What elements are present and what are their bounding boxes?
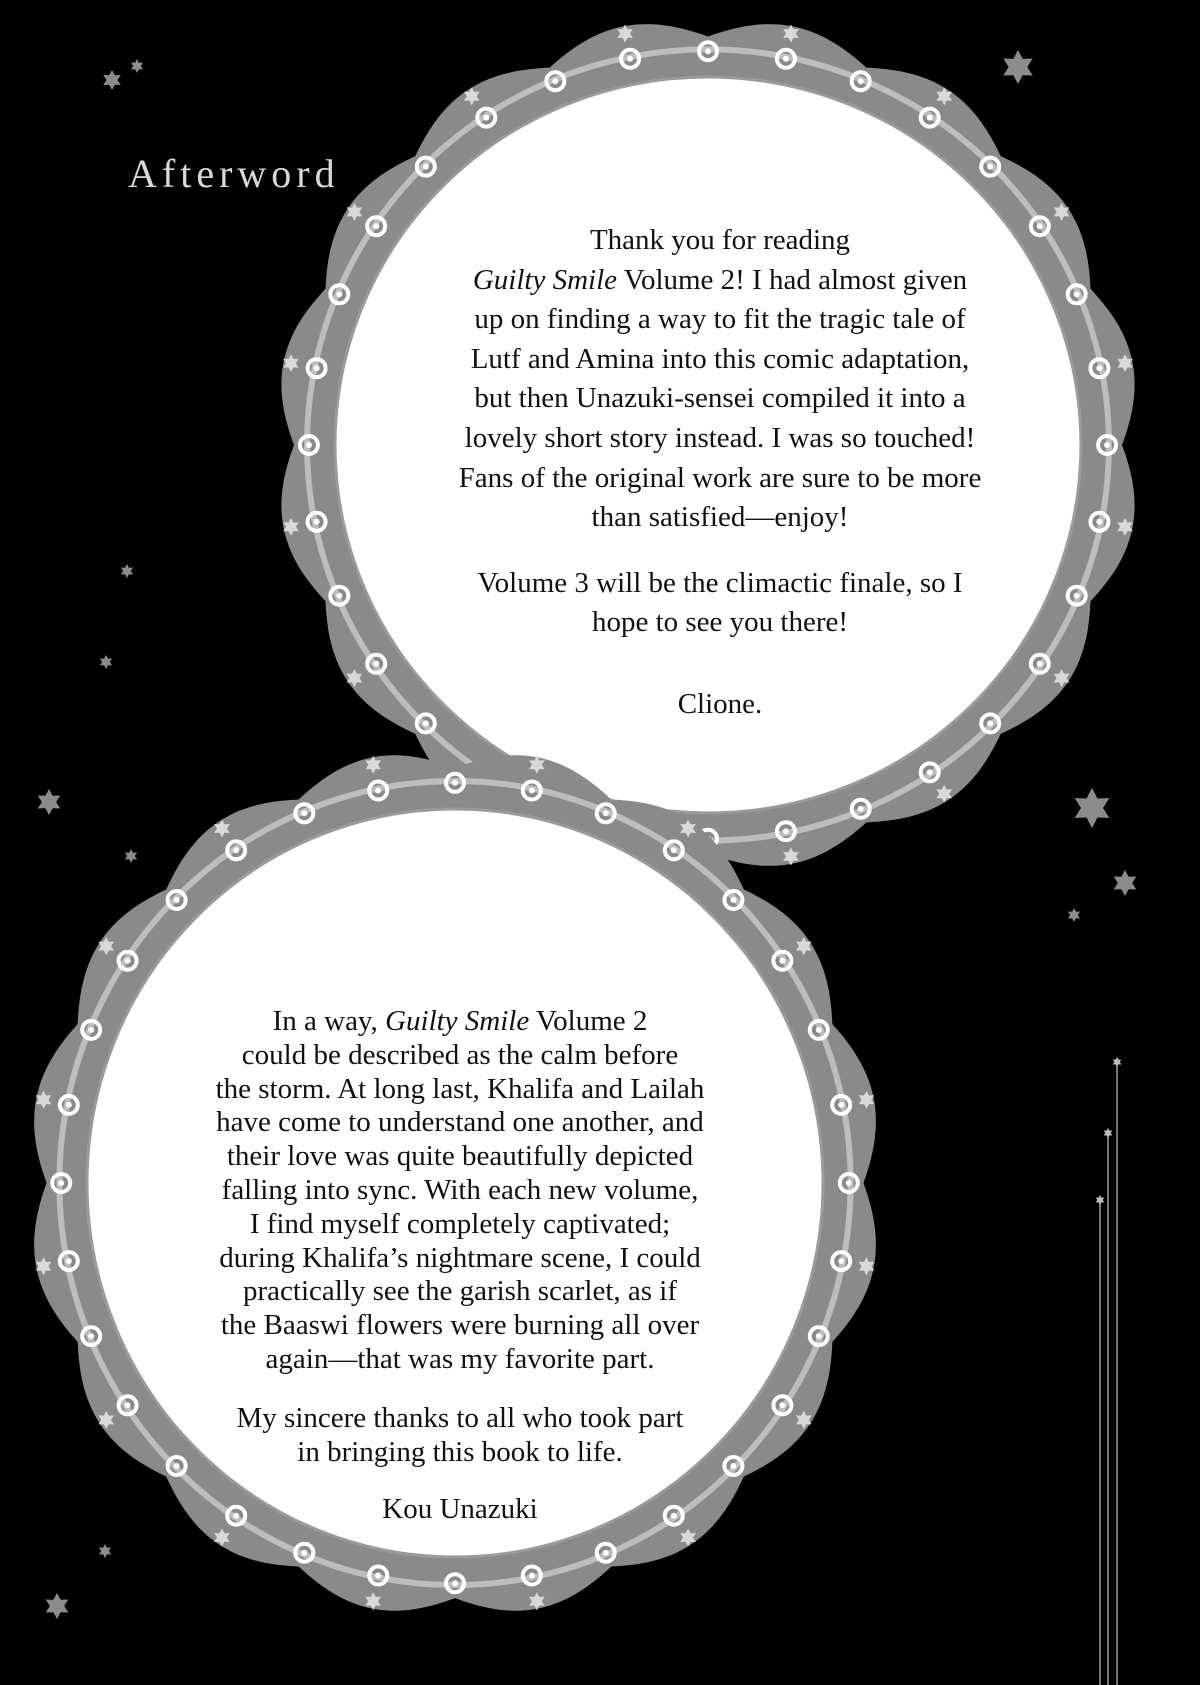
- star-icon: [1114, 870, 1137, 896]
- note-line: practically see the garish scarlet, as if: [243, 1275, 677, 1308]
- star-icon: [121, 564, 133, 578]
- star-icon: [125, 849, 137, 863]
- page-title: Afterword: [128, 151, 340, 196]
- note-line: lovely short story instead. I was so touched!: [464, 421, 976, 454]
- star-icon: [46, 1593, 69, 1619]
- star-icon: [1003, 50, 1032, 84]
- note-line: I find myself completely captivated;: [249, 1207, 671, 1240]
- signature-kou-unazuki: Kou Unazuki: [382, 1493, 538, 1526]
- note-line: hope to see you there!: [591, 606, 849, 639]
- note-line: but then Unazuki-sensei compiled it into a: [474, 382, 966, 415]
- note-line: in bringing this book to life.: [297, 1435, 623, 1468]
- signature-clione: Clione.: [677, 687, 763, 720]
- star-icon: [1104, 1128, 1113, 1138]
- note-line: their love was quite beautifully depicted: [226, 1140, 694, 1173]
- note-line: My sincere thanks to all who took part: [236, 1401, 684, 1434]
- note-line: the storm. At long last, Khalifa and Lailah: [215, 1072, 705, 1105]
- afterword-note-clione: [395, 221, 1045, 725]
- star-icon: [38, 789, 61, 815]
- note-line: up on finding a way to fit the tragic tale of: [474, 303, 966, 336]
- star-icon: [1068, 908, 1080, 922]
- afterword-note-kou-unazuki: [140, 1005, 780, 1527]
- note-line: again—that was my favorite part.: [265, 1342, 655, 1375]
- note-line: have come to understand one another, and: [216, 1106, 704, 1139]
- note-line: during Khalifa’s nightmare scene, I could: [219, 1241, 701, 1274]
- note-line: Thank you for reading: [589, 224, 851, 256]
- note-line: Volume 3 will be the climactic finale, so I: [477, 566, 963, 599]
- note-line: Lutf and Amina into this comic adaptation,: [470, 342, 970, 375]
- star-icon: [131, 59, 143, 73]
- star-icon: [1075, 788, 1110, 828]
- note-line: In a way, Guilty Smile Volume 2: [272, 1005, 648, 1037]
- note-line: could be described as the calm before: [241, 1038, 679, 1071]
- note-line: Guilty Smile Volume 2! I had almost given: [472, 263, 968, 296]
- star-icon: [103, 70, 120, 90]
- note-line: Fans of the original work are sure to be more: [458, 461, 982, 494]
- star-icon: [99, 1544, 111, 1558]
- star-icon: [100, 655, 112, 669]
- note-line: the Baaswi flowers were burning all over: [220, 1309, 700, 1342]
- note-line: falling into sync. With each new volume,: [221, 1173, 699, 1206]
- note-line: than satisfied—enjoy!: [591, 501, 849, 534]
- star-icon: [1096, 1195, 1105, 1205]
- star-icon: [1113, 1057, 1122, 1067]
